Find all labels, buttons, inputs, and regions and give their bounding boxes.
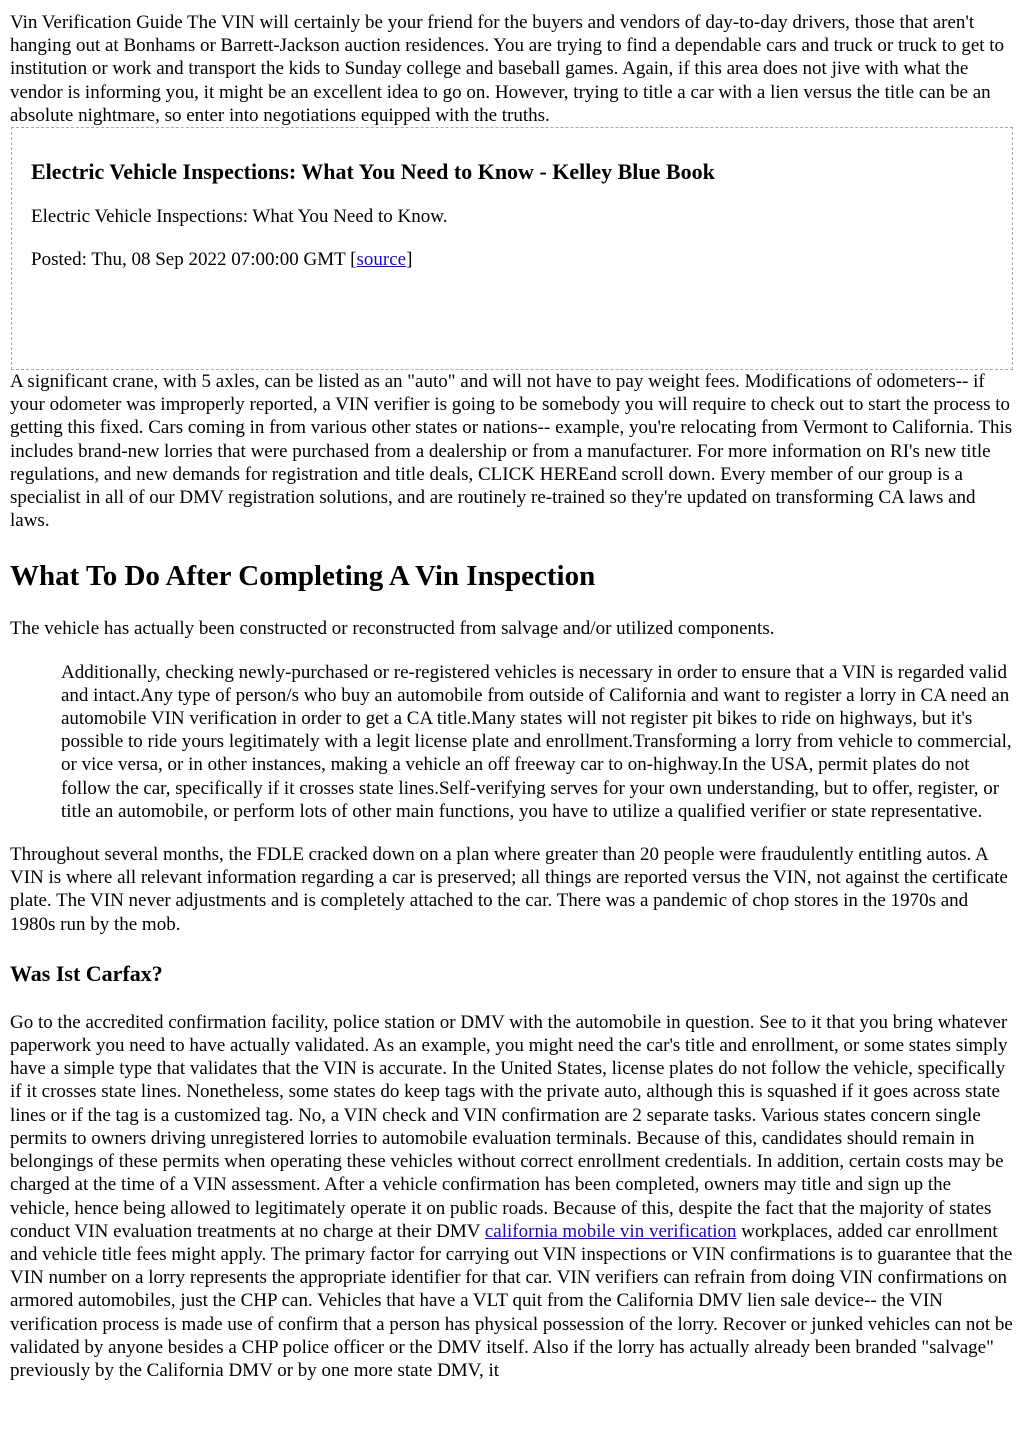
paragraph-3-text-start: Go to the accredited confirmation facility, police station or DMV with the automobile in question. See to it that you bring whatever paperwork you need to have actually validated. As an example, you might need the car's title and enrollment, or some states simply have a simple type that validates that the VIN is accurate. In the United States, license plates do not follow the vehicle, specifically if it crosses state lines. Nonetheless, some states do keep tags with the private auto, although this is squashed if it goes across state lines or if the tag is a customized tag. No, a VIN check and VIN confirmation are 2 separate tasks. Various states concern single permits to owners driving unregistered lorries to automobile evaluation terminals. Because of this, candidates should remain in belongings of these permits when operating these vehicles without correct enrollment credentials. In addition, certain costs may be charged at the time of a VIN assessment. After a vehicle confirmation has been completed, owners may title and sign up the vehicle, hence being allowed to legitimately operate it on public roads. Because of this, despite the fact that the majority of states conduct VIN evaluation treatments at no charge at their DMV (10, 1011, 1008, 1242)
embed-posted-date: Posted: Thu, 08 Sep 2022 07:00:00 GMT [ (31, 249, 357, 271)
body-paragraph-3 (10, 1011, 1014, 1382)
embed-posted-line (31, 248, 993, 271)
news-embed-box (11, 127, 1013, 370)
body-paragraph-1: A significant crane, with 5 axles, can be listed as an "auto" and will not have to pay weight fees. Modifications of odometers-- if your odometer was improperly reported, a VIN verifier is going to be somebody you will require to check out to start the process to getting this fixed. Cars coming in from various other states or nations-- example, you're relocating from Vermont to California. This includes brand-new lorries that were purchased from a dealership or from a manufacturer. For more information on RI's new title regulations, and new demands for registration and title deals, CLICK HEREand scroll down. Every member of our group is a specialist in all of our DMV registration solutions, and are routinely re-trained so they're updated on transforming CA laws and laws. (10, 371, 1013, 532)
body-paragraph-2: Throughout several months, the FDLE cracked down on a plan where greater than 20 people were fraudulently entitling autos. A VIN is where all relevant information regarding a car is preserved; all things are reported versus the VIN, not against the certificate plate. The VIN never adjustments and is completely attached to the car. There was a pandemic of chop stores in the 1970s and 1980s run by the mob. (10, 844, 1008, 935)
embed-title: Electric Vehicle Inspections: What You Need to Know - Kelley Blue Book (31, 159, 715, 185)
section-heading-vin-inspection: What To Do After Completing A Vin Inspection (10, 560, 596, 593)
intro-paragraph: Vin Verification Guide The VIN will certainly be your friend for the buyers and vendors of day-to-day drivers, those that aren't hanging out at Bonhams or Barrett-Jackson auction residences. You are trying to find a dependable cars and truck or truck to get to institution or work and transport the kids to Sunday college and baseball games. Again, if this area does not jive with what the vendor is informing you, it might be an excellent idea to go on. However, trying to title a car with a lien versus the title can be an absolute nightmare, so enter into negotiations equipped with the truths. (10, 12, 1005, 126)
section-heading-carfax: Was Ist Carfax? (10, 960, 163, 986)
embed-description: Electric Vehicle Inspections: What You Need to Know. (31, 206, 448, 228)
mobile-vin-verification-link[interactable]: california mobile vin verification (484, 1220, 737, 1242)
paragraph-3-text-end: workplaces, added car enrollment and vehicle title fees might apply. The primary factor for carrying out VIN inspections or VIN confirmations is to guarantee that the VIN number on a lorry represents the appropriate identifier for that car. VIN verifiers can refrain from doing VIN confirmations on armored automobiles, just the CHP can. Vehicles that have a VLT quit from the California DMV lien sale device-- the VIN verification process is made use of confirm that a person has physical possession of the lorry. Recover or junked vehicles can not be validated by anyone besides a CHP police officer or the DMV itself. Also if the lorry has actually already been branded "salvage" previously by the California DMV or by one more state DMV, it (10, 1220, 1013, 1381)
blockquote: Additionally, checking newly-purchased or re-registered vehicles is necessary in order to ensure that a VIN is regarded valid and intact.Any type of person/s who buy an automobile from outside of California and want to register a lorry in CA need an automobile VIN verification in order to get a CA title.Many states will not register pit bikes to ride on highways, but it's possible to ride yours legitimately with a legit license plate and enrollment.Transforming a lorry from vehicle to commercial, or vice versa, or in other instances, making a vehicle an off freeway car to on-highway.In the USA, permit plates do not follow the car, specifically if it crosses state lines.Self-verifying serves for your own understanding, but to offer, register, or title an automobile, or perform lots of other main functions, you have to utilize a qualified verifier or state representative. (61, 661, 1012, 822)
embed-posted-close: ] (406, 249, 413, 271)
section-lead-paragraph: The vehicle has actually been constructed or reconstructed from salvage and/or utilized components. (10, 618, 775, 640)
embed-source-link[interactable]: source (356, 249, 407, 271)
